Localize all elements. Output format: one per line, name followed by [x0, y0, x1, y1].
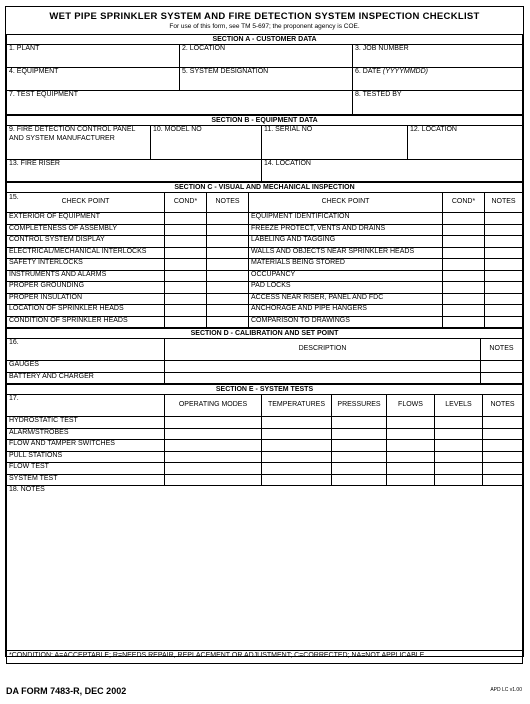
notes-input-right[interactable]	[485, 247, 523, 259]
form-title: WET PIPE SPRINKLER SYSTEM AND FIRE DETECTION SYSTEM INSPECTION CHECKLIST	[49, 11, 480, 22]
checkpoint-left: INSTRUMENTS AND ALARMS	[7, 270, 165, 282]
system-test-row	[7, 474, 523, 486]
job-number-field[interactable]	[353, 45, 523, 68]
system-test-name: SYSTEM TEST	[7, 474, 165, 486]
cond-input-right[interactable]	[443, 224, 485, 236]
riser-location-field[interactable]	[262, 160, 523, 182]
test-result-input[interactable]	[332, 451, 387, 463]
test-result-input[interactable]	[483, 451, 523, 463]
description-input[interactable]	[165, 372, 481, 384]
test-result-input[interactable]	[435, 474, 483, 486]
cond-input-left[interactable]	[165, 224, 207, 236]
cond-input-left[interactable]	[165, 293, 207, 305]
system-test-row	[7, 440, 523, 452]
test-result-input[interactable]	[165, 440, 262, 452]
checkpoint-left: CONTROL SYSTEM DISPLAY	[7, 236, 165, 248]
test-result-input[interactable]	[483, 417, 523, 429]
notes-input-left[interactable]	[207, 270, 249, 282]
checkpoint-row	[7, 270, 523, 282]
fire-riser-label: 13. FIRE RISER	[9, 160, 60, 167]
checkpoint-left: CONDITION OF SPRINKLER HEADS	[7, 316, 165, 328]
test-equipment-label: 7. TEST EQUIPMENT	[9, 91, 78, 98]
notes-input-left[interactable]	[207, 305, 249, 317]
notes-header-d: NOTES	[480, 339, 522, 361]
system-test-row	[7, 463, 523, 475]
checkpoint-right: LABELING AND TAGGING	[249, 236, 443, 248]
checkpoint-left: PROPER INSULATION	[7, 293, 165, 305]
checkpoint-left: ELECTRICAL/MECHANICAL INTERLOCKS	[7, 247, 165, 259]
calibration-row	[7, 361, 523, 373]
notes-input-right[interactable]	[485, 236, 523, 248]
section-c-rows	[7, 213, 523, 328]
checkpoint-header-right: CHECK POINT	[249, 193, 443, 213]
notes-input-left[interactable]	[207, 247, 249, 259]
test-column-header: NOTES	[483, 395, 523, 417]
section-d-title: SECTION D - CALIBRATION AND SET POINT	[7, 329, 523, 339]
test-result-input[interactable]	[262, 440, 332, 452]
cond-input-right[interactable]	[443, 247, 485, 259]
notes-section	[6, 486, 523, 664]
test-result-input[interactable]	[262, 474, 332, 486]
notes-input-left[interactable]	[207, 282, 249, 294]
test-result-input[interactable]	[387, 463, 435, 475]
cond-input-right[interactable]	[443, 270, 485, 282]
notes-label: 18. NOTES	[9, 486, 45, 493]
test-result-input[interactable]	[435, 417, 483, 429]
cond-input-left[interactable]	[165, 259, 207, 271]
date-field[interactable]	[353, 68, 523, 91]
model-no-label: 10. MODEL NO	[153, 126, 202, 133]
serial-no-field[interactable]	[262, 126, 408, 160]
test-result-input[interactable]	[332, 440, 387, 452]
notes-input-right[interactable]	[485, 305, 523, 317]
form-version: APD LC v1.00	[490, 687, 522, 693]
checkpoint-right: COMPARISON TO DRAWINGS	[249, 316, 443, 328]
test-result-input[interactable]	[165, 417, 262, 429]
checkpoint-right: MATERIALS BEING STORED	[249, 259, 443, 271]
test-result-input[interactable]	[165, 474, 262, 486]
item-15-number: 15.	[9, 194, 19, 201]
system-test-row	[7, 417, 523, 429]
item-17-number: 17.	[7, 395, 165, 417]
cond-input-left[interactable]	[165, 236, 207, 248]
test-result-input[interactable]	[483, 463, 523, 475]
notes-header-left: NOTES	[207, 193, 249, 213]
notes-field[interactable]	[7, 486, 523, 650]
plant-label: 1. PLANT	[9, 45, 40, 52]
test-result-input[interactable]	[332, 428, 387, 440]
location-field[interactable]	[180, 45, 353, 68]
test-result-input[interactable]	[435, 428, 483, 440]
cond-input-right[interactable]	[443, 282, 485, 294]
form-subtitle: For use of this form, see TM 5-697; the proponent agency is COE.	[169, 23, 360, 30]
notes-input-left[interactable]	[207, 316, 249, 328]
test-result-input[interactable]	[262, 451, 332, 463]
test-result-input[interactable]	[332, 417, 387, 429]
cond-input-left[interactable]	[165, 282, 207, 294]
checkpoint-left: PROPER GROUNDING	[7, 282, 165, 294]
test-column-header: FLOWS	[387, 395, 435, 417]
section-e-title: SECTION E - SYSTEM TESTS	[7, 385, 523, 395]
equipment-location-label: 12. LOCATION	[410, 126, 457, 133]
test-result-input[interactable]	[387, 428, 435, 440]
notes-input-right[interactable]	[485, 316, 523, 328]
date-label: 6. DATE	[355, 68, 383, 75]
checkpoint-label-left: CHECK POINT	[61, 198, 110, 205]
checkpoint-right: OCCUPANCY	[249, 270, 443, 282]
notes-input-left[interactable]	[207, 213, 249, 225]
calibration-item: BATTERY AND CHARGER	[7, 372, 165, 384]
form-number: DA FORM 7483-R, DEC 2002	[6, 686, 127, 696]
cond-input-left[interactable]	[165, 213, 207, 225]
checkpoint-left: LOCATION OF SPRINKLER HEADS	[7, 305, 165, 317]
notes-input[interactable]	[480, 361, 522, 373]
checkpoint-row	[7, 316, 523, 328]
job-number-label: 3. JOB NUMBER	[355, 45, 409, 52]
tested-by-label: 8. TESTED BY	[355, 91, 402, 98]
test-result-input[interactable]	[483, 474, 523, 486]
form-header	[6, 7, 523, 34]
checkpoint-right: ACCESS NEAR RISER, PANEL AND FDC	[249, 293, 443, 305]
test-result-input[interactable]	[387, 440, 435, 452]
section-e	[6, 384, 523, 486]
riser-location-label: 14. LOCATION	[264, 160, 311, 167]
checkpoint-row	[7, 213, 523, 225]
section-b	[6, 115, 523, 182]
test-column-header: TEMPERATURES	[262, 395, 332, 417]
notes-input-left[interactable]	[207, 224, 249, 236]
checkpoint-header-left	[7, 193, 165, 213]
test-result-input[interactable]	[387, 451, 435, 463]
checkpoint-row	[7, 293, 523, 305]
test-column-header: PRESSURES	[332, 395, 387, 417]
system-test-name: FLOW TEST	[7, 463, 165, 475]
notes-input-left[interactable]	[207, 259, 249, 271]
section-d	[6, 328, 523, 384]
fire-riser-field[interactable]	[7, 160, 262, 182]
plant-field[interactable]	[7, 45, 180, 68]
checkpoint-row	[7, 259, 523, 271]
calibration-item: GAUGES	[7, 361, 165, 373]
test-result-input[interactable]	[262, 428, 332, 440]
test-result-input[interactable]	[435, 440, 483, 452]
test-result-input[interactable]	[435, 451, 483, 463]
section-a-title: SECTION A - CUSTOMER DATA	[7, 35, 523, 45]
test-result-input[interactable]	[332, 474, 387, 486]
notes-input-right[interactable]	[485, 282, 523, 294]
system-test-row	[7, 451, 523, 463]
system-test-name: ALARM/STROBES	[7, 428, 165, 440]
test-column-header: OPERATING MODES	[165, 395, 262, 417]
checkpoint-right: EQUIPMENT IDENTIFICATION	[249, 213, 443, 225]
cond-input-right[interactable]	[443, 236, 485, 248]
test-result-input[interactable]	[483, 428, 523, 440]
cond-input-left[interactable]	[165, 247, 207, 259]
notes-input-right[interactable]	[485, 293, 523, 305]
cond-input-right[interactable]	[443, 305, 485, 317]
item-16-number: 16.	[7, 339, 165, 361]
cond-input-right[interactable]	[443, 259, 485, 271]
checkpoint-row	[7, 282, 523, 294]
date-format: (YYYYMMDD)	[382, 68, 429, 75]
cond-input-right[interactable]	[443, 316, 485, 328]
manufacturer-label-line2: AND SYSTEM MANUFACTURER	[9, 134, 115, 142]
system-test-name: PULL STATIONS	[7, 451, 165, 463]
notes-input-left[interactable]	[207, 293, 249, 305]
notes-input-right[interactable]	[485, 224, 523, 236]
test-result-input[interactable]	[435, 463, 483, 475]
cond-input-right[interactable]	[443, 293, 485, 305]
inspection-form	[5, 6, 524, 660]
cond-input-left[interactable]	[165, 305, 207, 317]
section-c-title: SECTION C - VISUAL AND MECHANICAL INSPECTION	[7, 183, 523, 193]
checkpoint-right: WALLS AND OBJECTS NEAR SPRINKLER HEADS	[249, 247, 443, 259]
test-equipment-field[interactable]	[7, 91, 353, 115]
test-result-input[interactable]	[483, 440, 523, 452]
notes-header-right: NOTES	[485, 193, 523, 213]
test-result-input[interactable]	[165, 428, 262, 440]
model-no-field[interactable]	[151, 126, 262, 160]
cond-header-left: COND*	[165, 193, 207, 213]
test-column-header: LEVELS	[435, 395, 483, 417]
section-e-rows	[7, 417, 523, 486]
notes-input-left[interactable]	[207, 236, 249, 248]
test-result-input[interactable]	[387, 474, 435, 486]
manufacturer-field[interactable]	[7, 126, 151, 160]
calibration-row	[7, 372, 523, 384]
checkpoint-right: ANCHORAGE AND PIPE HANGERS	[249, 305, 443, 317]
manufacturer-label-line1: 9. FIRE DETECTION CONTROL PANEL	[9, 126, 136, 133]
tested-by-field[interactable]	[353, 91, 523, 115]
description-input[interactable]	[165, 361, 481, 373]
checkpoint-row	[7, 247, 523, 259]
system-test-name: FLOW AND TAMPER SWITCHES	[7, 440, 165, 452]
equipment-field[interactable]	[7, 68, 180, 91]
test-result-input[interactable]	[165, 451, 262, 463]
test-result-input[interactable]	[165, 463, 262, 475]
description-header: DESCRIPTION	[165, 339, 481, 361]
serial-no-label: 11. SERIAL NO	[264, 126, 313, 133]
cond-input-right[interactable]	[443, 213, 485, 225]
system-test-name: HYDROSTATIC TEST	[7, 417, 165, 429]
cond-input-left[interactable]	[165, 316, 207, 328]
notes-input[interactable]	[480, 372, 522, 384]
equipment-label: 4. EQUIPMENT	[9, 68, 59, 75]
system-designation-label: 5. SYSTEM DESIGNATION	[182, 68, 269, 75]
cond-header-right: COND*	[443, 193, 485, 213]
location-label: 2. LOCATION	[182, 45, 226, 52]
checkpoint-right: PAD LOCKS	[249, 282, 443, 294]
checkpoint-left: SAFETY INTERLOCKS	[7, 259, 165, 271]
checkpoint-row	[7, 236, 523, 248]
test-result-input[interactable]	[387, 417, 435, 429]
system-designation-field[interactable]	[180, 68, 353, 91]
cond-input-left[interactable]	[165, 270, 207, 282]
checkpoint-row	[7, 224, 523, 236]
section-d-rows	[7, 361, 523, 384]
section-b-title: SECTION B - EQUIPMENT DATA	[7, 116, 523, 126]
notes-input-right[interactable]	[485, 270, 523, 282]
condition-legend: *CONDITION: A=ACCEPTABLE; R=NEEDS REPAIR, REPLACEMENT OR ADJUSTMENT; C=CORRECTED; NA=NOT APPLICABLE	[7, 650, 523, 663]
notes-input-right[interactable]	[485, 213, 523, 225]
section-a	[6, 34, 523, 115]
checkpoint-row	[7, 305, 523, 317]
test-result-input[interactable]	[262, 417, 332, 429]
test-result-input[interactable]	[332, 463, 387, 475]
section-c	[6, 182, 523, 328]
notes-input-right[interactable]	[485, 259, 523, 271]
checkpoint-left: EXTERIOR OF EQUIPMENT	[7, 213, 165, 225]
test-result-input[interactable]	[262, 463, 332, 475]
equipment-location-field[interactable]	[408, 126, 523, 160]
checkpoint-left: COMPLETENESS OF ASSEMBLY	[7, 224, 165, 236]
system-test-row	[7, 428, 523, 440]
checkpoint-right: FREEZE PROTECT, VENTS AND DRAINS	[249, 224, 443, 236]
